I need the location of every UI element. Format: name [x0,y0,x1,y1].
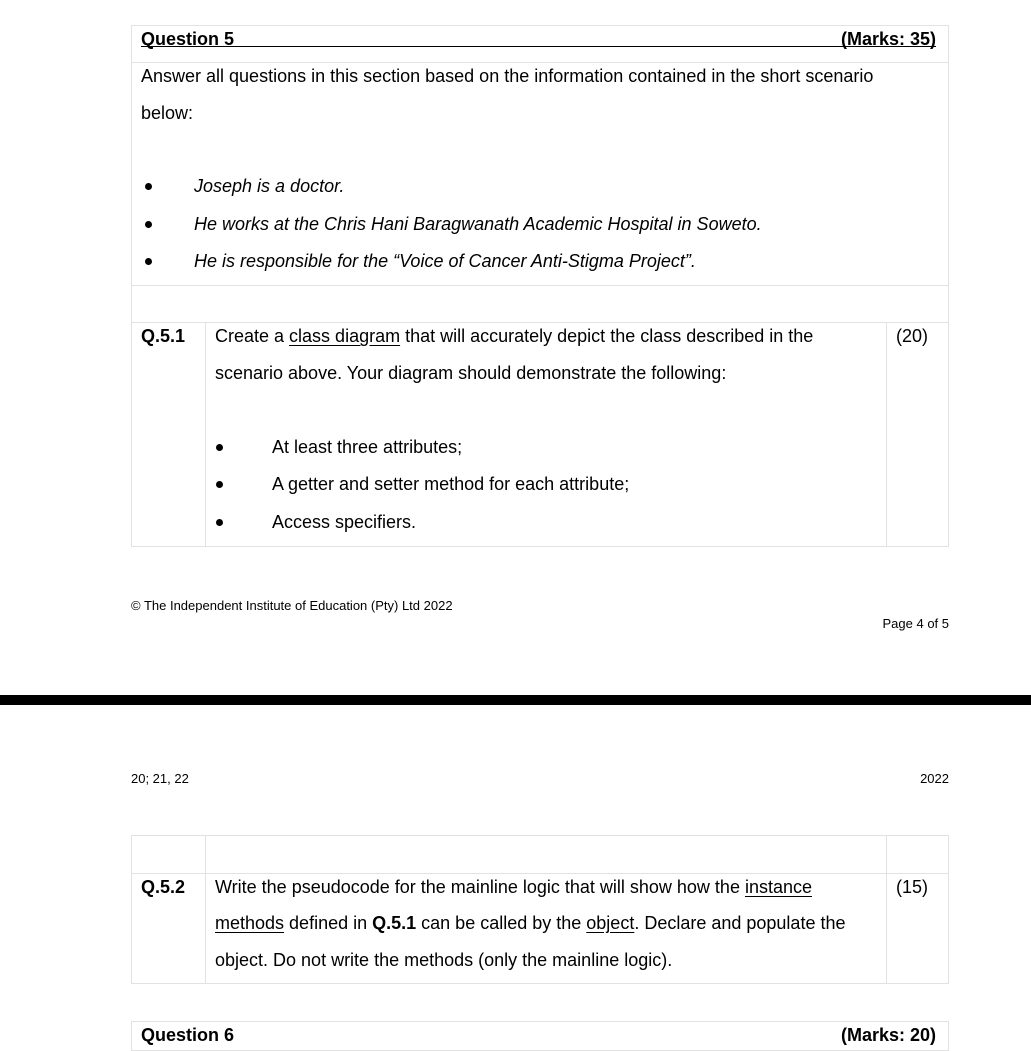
next-question-title: Question 6 [141,1025,235,1045]
question-number: Q.5.1 [141,326,186,346]
scenario-item: He is responsible for the “Voice of Cancer Anti-Stigma Project”. [194,251,696,271]
question-text [215,876,812,898]
requirement-item: At least three attributes; [272,437,463,457]
next-question-marks: (Marks: 20) [840,1025,936,1045]
page-separator [0,695,1031,705]
row-divider [131,322,949,323]
question-6-table-frame [131,1021,949,1051]
row-divider [131,873,949,874]
col-divider [886,835,887,984]
title-underline [141,46,936,47]
footer-copyright: © The Independent Institute of Education (Pty) Ltd 2022 [131,598,453,613]
bullet-icon [145,258,152,265]
underlined-term: instance [744,877,813,897]
underlined-term: class diagram [289,326,401,346]
col-divider [886,322,887,547]
requirement-item: A getter and setter method for each attribute; [272,474,630,494]
requirement-item: Access specifiers. [272,512,417,532]
question-text-cont: scenario above. Your diagram should demonstrate the following: [215,363,727,383]
text-run: defined in [284,913,373,933]
question-number: Q.5.2 [141,877,186,897]
question-text-cont [215,912,845,934]
col-divider [205,835,206,984]
header-left: 20; 21, 22 [131,771,189,786]
question-marks: (20) [896,326,929,346]
header-right: 2022 [920,771,949,786]
bullet-icon [216,519,223,526]
text-run: Create a [215,326,290,346]
row-divider [131,62,949,63]
intro-text-cont: below: [141,103,194,123]
underlined-term: methods [215,913,285,933]
scenario-item: He works at the Chris Hani Baragwanath Academic Hospital in Soweto. [194,214,762,234]
text-run: can be called by the [416,913,587,933]
bullet-icon [216,444,223,451]
scenario-item: Joseph is a doctor. [194,176,345,196]
bullet-icon [145,183,152,190]
question-marks: (15) [896,877,929,897]
bullet-icon [145,221,152,228]
question-title: Question 5 [141,29,235,49]
question-text-cont: object. Do not write the methods (only the mainline logic). [215,950,673,970]
underlined-term: object [586,913,635,933]
col-divider [205,322,206,547]
table-frame [131,25,949,547]
question-marks: (Marks: 35) [840,29,936,49]
row-divider [131,285,949,286]
question-reference: Q.5.1 [372,913,417,933]
bullet-icon [216,481,223,488]
text-run: Write the pseudocode for the mainline logic that will show how the [215,877,745,897]
intro-text: Answer all questions in this section based on the information contained in the short scenario [141,66,874,86]
text-run: that will accurately depict the class described in the [400,326,814,346]
question-text [215,325,813,347]
text-run: . Declare and populate the [634,913,846,933]
footer-page-number: Page 4 of 5 [882,616,949,631]
